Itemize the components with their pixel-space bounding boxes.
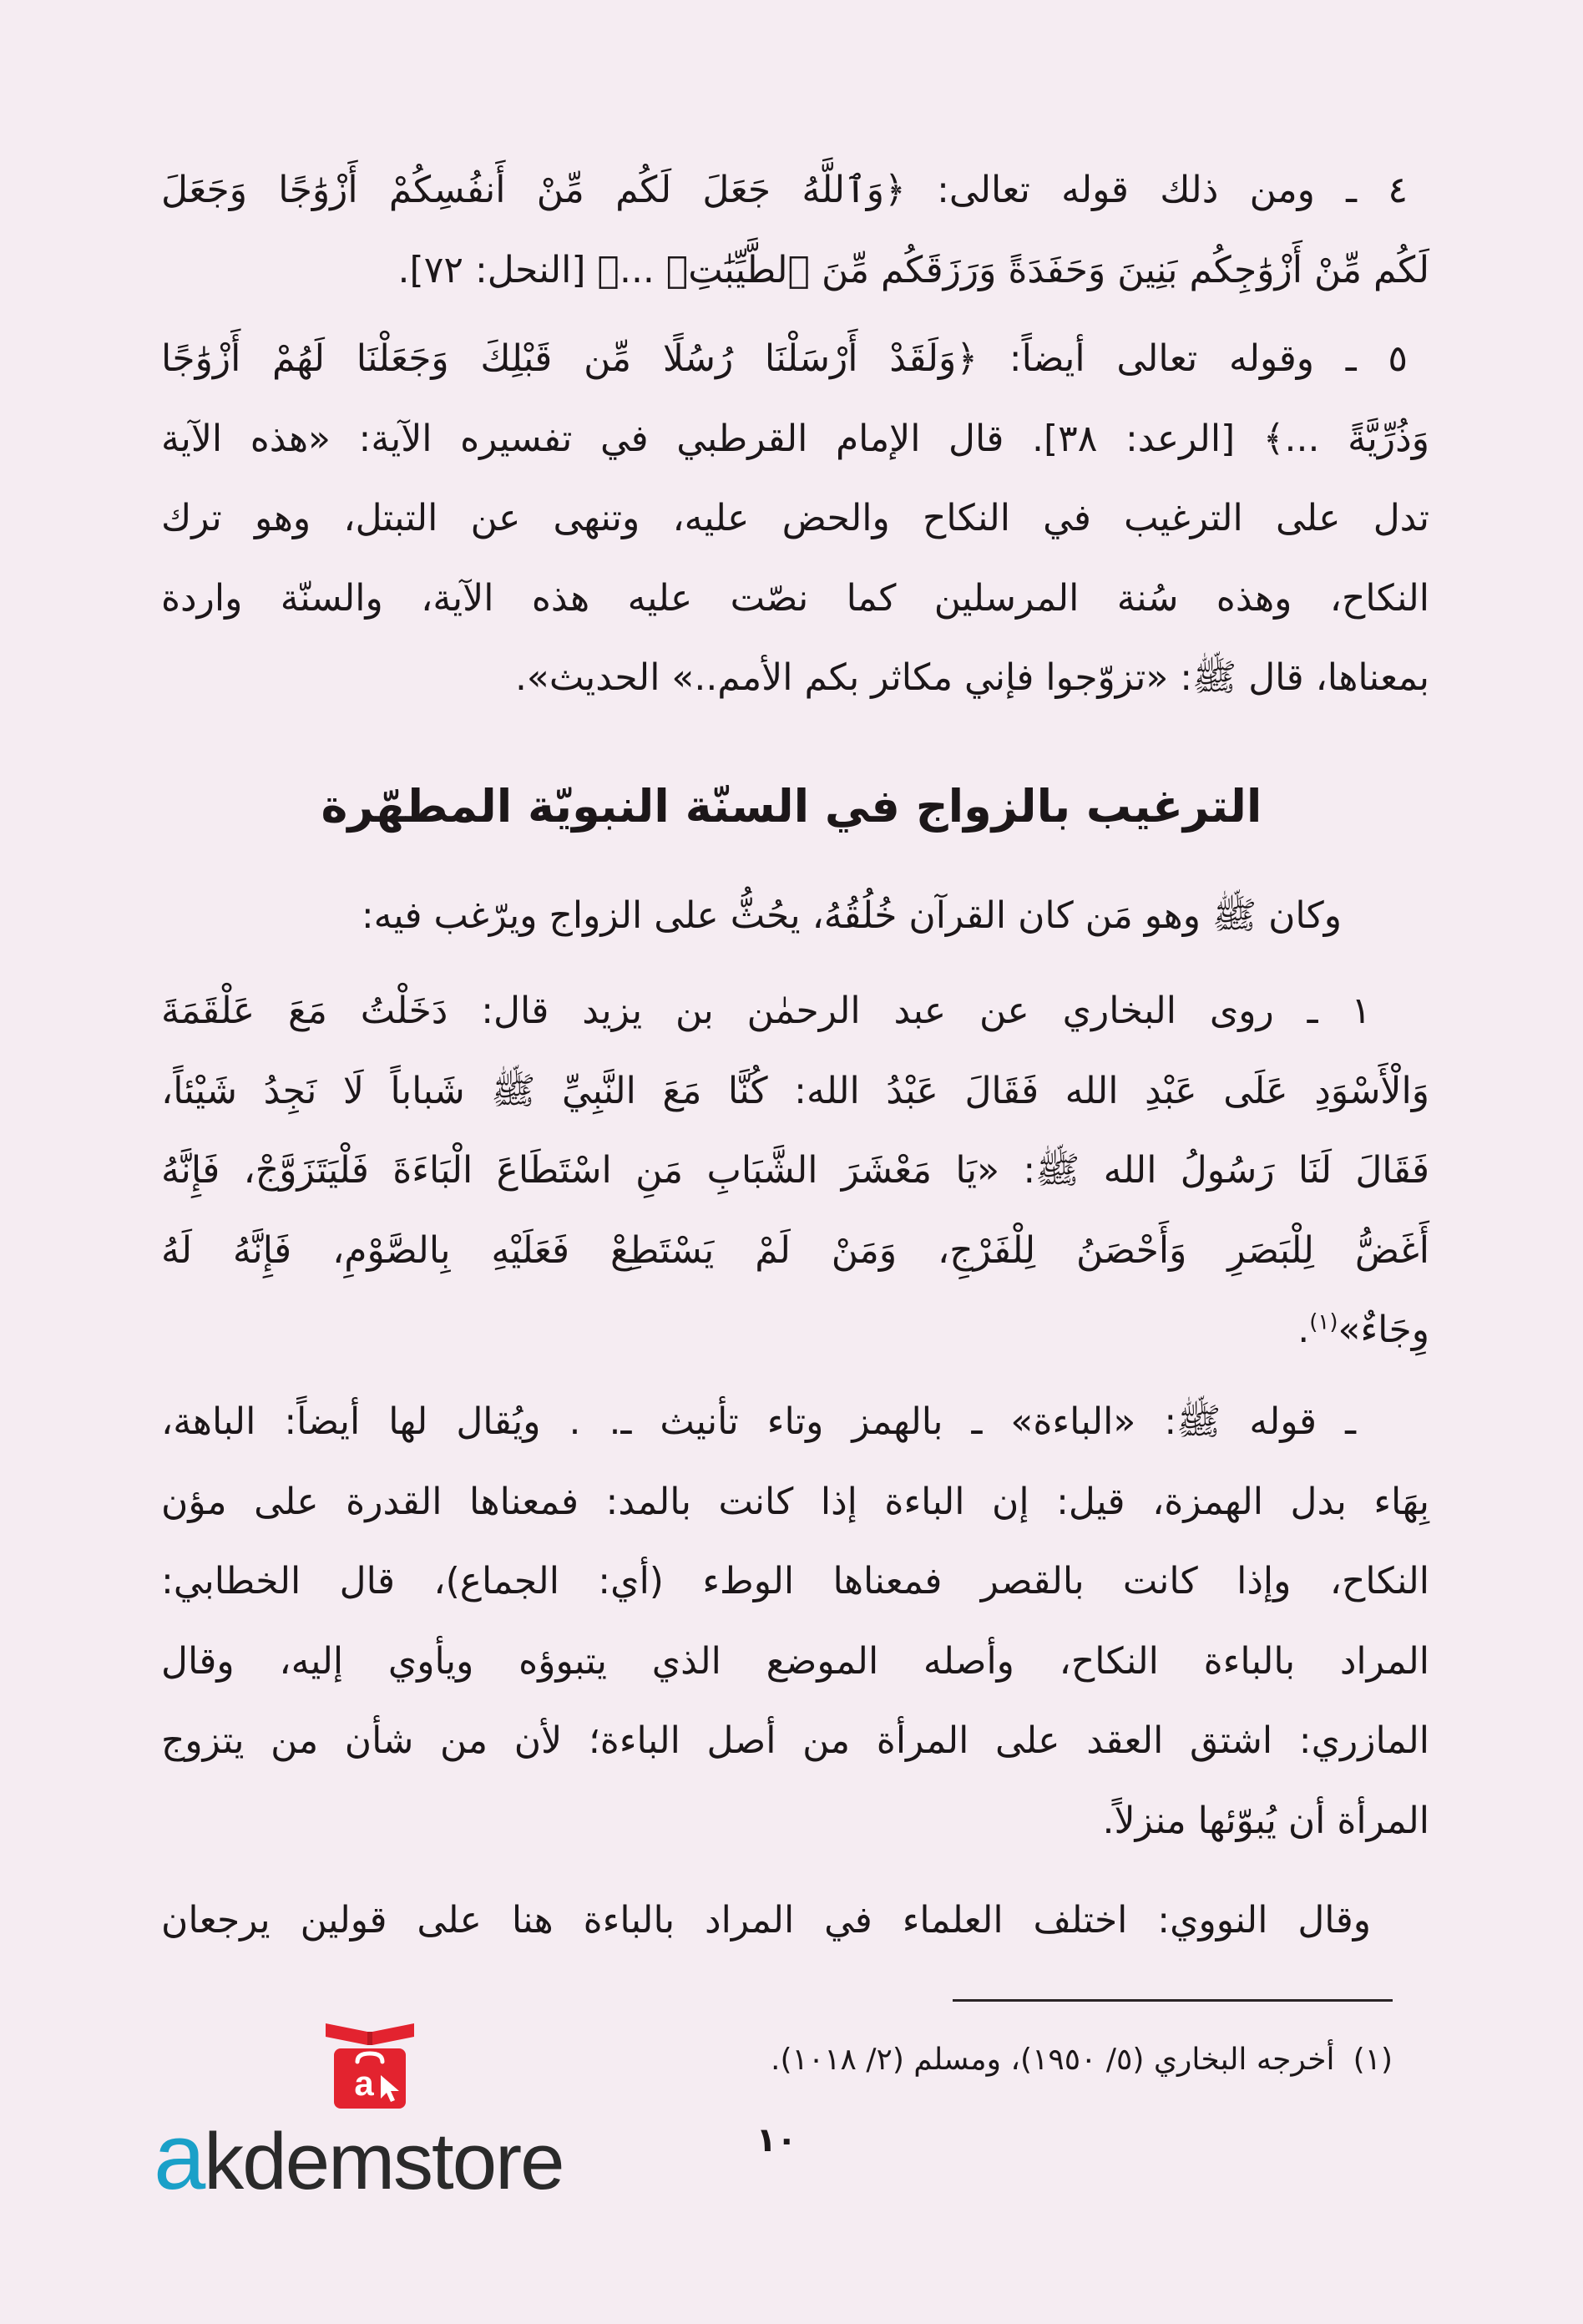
text-line: وَذُرِّيَّةً ...﴾ [الرعد: ٣٨]. قال الإمام القرطبي في تفسيره الآية: «هذه الآية [161,417,1429,460]
logo-brand-rest: kdemstore [204,2117,564,2206]
text-line: لَكُم مِّنْ أَزْوَٰجِكُم بَنِينَ وَحَفَدَةً وَرَزَقَكُم مِّنَ ٱلطَّيِّبَٰتِۚ ...﴾ [النحل: ٧٢]. [397,248,1429,291]
page-number: ١٠ [756,2121,797,2159]
text-line: وكان ﷺ وهو مَن كان القرآن خُلُقُهُ، يحُثُّ على الزواج ويرّغب فيه: [361,894,1342,937]
logo-icon-letter: a [354,2063,374,2103]
text-line: تدل على الترغيب في النكاح والحض عليه، وتنهى عن التبتل، وهو ترك [161,497,1429,539]
logo-brand-a: a [154,2104,205,2209]
paragraph-nawawi [161,1881,1429,1961]
footnote-text: أخرجه البخاري (٥/ ١٩٥٠)، ومسلم (٢/ ١٠١٨). [771,2043,1335,2077]
paragraph-item-1 [161,971,1429,1370]
text-line [161,1290,1429,1370]
text-line: النكاح، وهذه سُنة المرسلين كما نصّت عليه هذه الآية، والسنّة واردة [161,576,1429,620]
paragraph-intro [161,876,1429,956]
sentence-end: . [1297,1309,1310,1351]
shopping-bag-book-icon [322,2008,417,2111]
section-heading: الترغيب بالزواج في السنّة النبويّة المطهّرة [321,780,1262,833]
text-line: بمعناها، قال ﷺ: «تزوّجوا فإني مكاثر بكم الأمم..» الحديث». [514,656,1429,699]
text-line: فَقَالَ لَنَا رَسُولُ الله ﷺ: «يَا مَعْشَرَ الشَّبَابِ مَنِ اسْتَطَاعَ الْبَاءَةَ فَلْيَتَزَوَّجْ، فَإِنَّهُ [161,1149,1429,1192]
text-line: ـ قوله ﷺ: «الباءة» ـ بالهمز وتاء تأنيث ـ. . ويُقال لها أيضاً: الباهة، [161,1400,1356,1443]
store-logo [154,2104,564,2209]
footnote [771,2035,1393,2085]
footnote-divider [953,1999,1393,2002]
text-line: المراد بالباءة النكاح، وأصله الموضع الذي يتبوؤه ويأوي إليه، وقال [161,1639,1429,1683]
text-line: وَالْأَسْوَدِ عَلَى عَبْدِ الله فَقَالَ عَبْدُ الله: كُنَّا مَعَ النَّبِيِّ ﷺ شَباباً لَا نَجِدُ شَيْئاً، [161,1069,1429,1112]
text-line: ٥ ـ وقوله تعالى أيضاً: ﴿وَلَقَدْ أَرْسَلْنَا رُسُلًا مِّن قَبْلِكَ وَجَعَلْنَا لَهُمْ أَزْوَٰجًا [161,337,1408,380]
text-line: ١ ـ روى البخاري عن عبد الرحمٰن بن يزيد قال: دَخَلْتُ مَعَ عَلْقَمَةَ [161,990,1371,1032]
paragraph-item-5 [161,319,1429,718]
text-line: المازري: اشتق العقد على المرأة من أصل الباءة؛ لأن من شأن من يتزوج [161,1719,1429,1762]
text-line: ٤ ـ ومن ذلك قوله تعالى: ﴿وَٱللَّهُ جَعَلَ لَكُم مِّنْ أَنفُسِكُمْ أَزْوَٰجًا وَجَعَلَ [161,169,1408,211]
text-line: المرأة أن يُبوّئها منزلاً. [1102,1799,1429,1842]
text-line: النكاح، وإذا كانت بالقصر فمعناها الوطء (أي: الجماع)، قال الخطابي: [161,1560,1429,1602]
text-line-content: وِجَاءٌ» [1338,1309,1429,1351]
paragraph-item-4 [161,150,1429,310]
text-line: بِهَاء بدل الهمزة، قيل: إن الباءة إذا كانت بالمد: فمعناها القدرة على مؤن [161,1480,1429,1523]
footnote-reference: (١) [1309,1309,1338,1335]
text-line: أَغَضُّ لِلْبَصَرِ وَأَحْصَنُ لِلْفَرْجِ، وَمَنْ لَمْ يَسْتَطِعْ فَعَلَيْهِ بِالصَّوْمِ، فَإِنَّهُ لَهُ [161,1228,1429,1272]
footnote-marker: (١) [1353,2043,1393,2077]
text-line: وقال النووي: اختلف العلماء في المراد بالباءة هنا على قولين يرجعان [161,1899,1371,1942]
paragraph-explanation [161,1382,1429,1861]
